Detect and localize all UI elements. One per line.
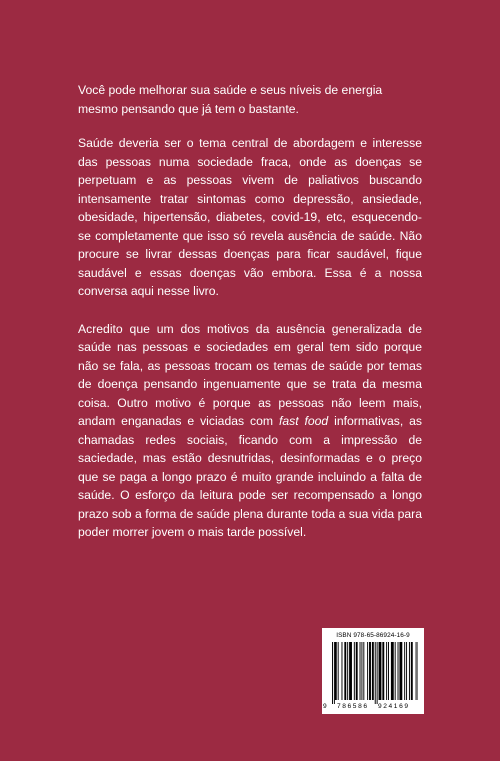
barcode-bar <box>399 642 402 700</box>
barcode-bar <box>369 642 371 700</box>
barcode-bar <box>406 642 407 700</box>
barcode-bar <box>379 642 382 700</box>
barcode-bar <box>334 642 335 704</box>
barcode-bar <box>354 642 355 700</box>
barcode-bar <box>386 642 387 700</box>
barcode-bar <box>391 642 394 700</box>
barcode-bar <box>338 642 339 700</box>
barcode-bar <box>372 642 374 700</box>
barcode-bar <box>416 642 417 700</box>
barcode-bar <box>342 642 343 700</box>
barcode-bar <box>335 642 337 700</box>
barcode-bar <box>360 642 361 700</box>
barcode-bar <box>356 642 358 700</box>
barcode-digits-right: 924169 <box>378 703 410 710</box>
barcode-bar <box>377 642 378 704</box>
barcode-bar <box>375 642 376 704</box>
barcode-bar <box>411 642 413 700</box>
synopsis-paragraph-2: Saúde deveria ser o tema central de abordagem e interesse das pessoas numa sociedade fraca, onde as doenças se perpetuam e as pessoas vivem de paliativos buscando intensamente tratar sintomas como depressão, ansiedade, obesidade, hipertensão, diabetes, covid-19, etc, esquecendo-se completamente que isso só revela ausência de saúde. Não procure se livrar dessas doenças para ficar saudável, fique saudável e essas doenças vão embora. Essa é a nossa conversa aqui nesse livro. <box>78 136 422 298</box>
synopsis-text <box>78 81 422 557</box>
barcode-bar <box>332 642 333 704</box>
isbn-label: ISBN 978-65-86924-16-9 <box>336 632 410 639</box>
barcode-bar <box>349 642 352 700</box>
barcode-bar <box>404 642 405 700</box>
barcode-bar <box>382 642 384 700</box>
barcode-digit-lead: 9 <box>323 703 327 710</box>
barcode-bar <box>347 642 348 700</box>
barcode-bar <box>388 642 389 700</box>
fast-food-emphasis: fast food <box>278 414 329 428</box>
barcode-bar <box>395 642 396 700</box>
synopsis-paragraph-1: Você pode melhorar sua saúde e seus níveis de energia mesmo pensando que já tem o bastante. <box>78 83 383 116</box>
barcode-bar <box>398 642 399 700</box>
barcode-bar <box>367 642 368 700</box>
barcode-bar <box>418 642 419 700</box>
barcode-bars <box>328 642 418 704</box>
barcode-bar <box>363 642 364 700</box>
barcode-bar <box>361 642 362 700</box>
barcode-bar <box>344 642 346 700</box>
barcode-bar <box>409 642 410 700</box>
isbn-barcode <box>322 628 424 714</box>
barcode-digits-left: 786586 <box>337 703 369 710</box>
paragraph-3-text-start: Acredito que um dos motivos da ausência generalizada de saúde nas pessoas e sociedades em geral tem sido porque não se fala, as pessoas trocam os temas de saúde por temas de doença pensando ingenuamente que se trata da mesma coisa. Outro motivo é porque as pessoas não leem mais, andam enganadas e viciadas com <box>78 321 422 428</box>
paragraph-3-text-end: informativas, as chamadas redes sociais, ficando com a impressão de saciedade, mas estão desnutridas, desinformadas e o preço que se paga a longo prazo é muito grande incluindo a falta de saúde. O esforço da leitura pode ser recompensado a longo prazo sob a forma de saúde plena durante toda a sua vida para poder morrer jovem o mais tarde possível. <box>78 414 422 539</box>
synopsis-paragraph-3 <box>78 320 422 542</box>
